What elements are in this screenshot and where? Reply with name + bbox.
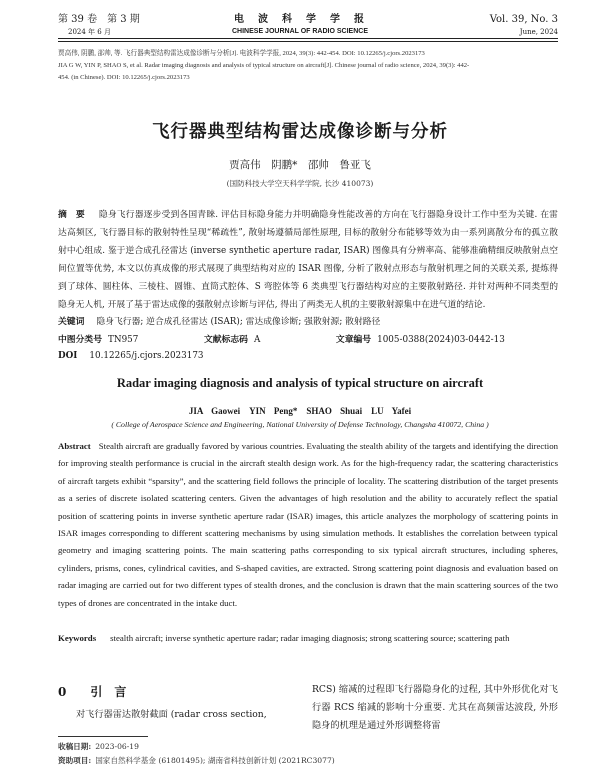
article-number-value: 1005-0388(2024)03-0442-13 xyxy=(377,335,505,345)
section-heading xyxy=(58,683,126,700)
keywords-cn-text: 隐身飞行器; 逆合成孔径雷达 (ISAR); 雷达成像诊断; 强散射源; 散射路径 xyxy=(96,317,381,327)
keywords-en xyxy=(58,630,558,647)
journal-title xyxy=(150,14,450,38)
citation-block xyxy=(58,48,558,84)
classification-line xyxy=(58,332,558,348)
header-volume-cn xyxy=(58,14,140,38)
date-en: June, 2024 xyxy=(519,28,558,36)
journal-title-cn: 电 波 科 学 学 报 xyxy=(234,14,366,25)
received-date xyxy=(58,740,335,754)
keywords-en-text: stealth aircraft; inverse synthetic aperture radar; radar imaging diagnosis; strong scattering source; scattering path xyxy=(110,633,510,643)
volume-issue-en: Vol. 39, No. 3 xyxy=(489,14,558,25)
citation-cn: 贾高伟, 阴鹏, 邵帅, 等. 飞行器典型结构雷达成像诊断与分析[J]. 电波科学学报, 2024, 39(3): 442-454. DOI: 10.12265/j.cjors.2023173 xyxy=(58,50,425,57)
header-rule-thin xyxy=(58,41,558,42)
abstract-cn-text: 隐身飞行器逐步受到各国青睐. 评估目标隐身能力并明确隐身性能改善的方向在飞行器隐身设计工作中至为关键. 在雷达高频区, 飞行器目标的散射特性呈现“稀疏性”, 散射场遵循局部性原理, 目标的散射分布能够等效为由一系列离散分布的孤立散射中心组成. 鉴于逆合成孔径雷达 (inverse synthetic aperture radar, ISAR) 图像具有分辨率高、能够准确精细反映散射点空间位置等优势, 本文以仿真成像的形式展现了典型结构对应的 ISAR 图像, 分析了散射点形态与散射机理之间的关联关系, 提炼得到了球体、圆柱体、三棱柱、圆锥、直筒式腔体、S 弯腔体等 6 类典型飞行器结构对应的主要散射路径. 并针对两种不同类型的隐身无人机, 开展了基于雷达成像的强散射点诊断与评估, 得出了两类无人机的主要散射源集中在进气道的结论. xyxy=(58,210,558,310)
header-volume-en xyxy=(490,14,558,38)
section-title: 引 言 xyxy=(90,685,127,699)
abstract-en-text: Stealth aircraft are gradually favored by various countries. Evaluating the stealth ability of the targets and identifying the direction for improving stealth performance is crucial in the aircraft stealth design work. As for the high-frequency radar, the scattering characteristics of aircraft targets exhibit “sparsity”, and the scattering field follows the principle of locality. The scattering distribution of the target presents as a series of discrete isolated scattering centers. Given the advantages of high resolution and the ability to accurately reflect the spatial position of scattering points in inverse synthetic aperture radar (ISAR) images, this article analyzes the morphology of scattering points in ISAR images corresponding to different scattering mechanisms by using simulation methods. It establishes the correlation between typical geometry and imaging scattering points. The main scattering paths corresponding to six typical aircraft structures, including spheres, cylinders, prisms, cones, cylindrical cavities, and S-shaped cavities, are extracted. Strong scattering point diagnosis and evaluation based on radar imaging are carried out for two different types of stealth drones, and the conclusion is drawn that the main scattering sources of the two types of drones are concentrated in the intake duct. xyxy=(58,441,558,608)
date-cn: 2024 年 6 月 xyxy=(68,28,111,36)
body-column-right: RCS) 缩减的过程即飞行器隐身化的过程, 其中外形优化对飞行器 RCS 缩减的影响十分重要. 尤其在高频雷达波段, 外形隐身的机理是通过外形调整将雷 xyxy=(312,684,558,731)
abstract-en xyxy=(58,438,558,612)
doc-code-value: A xyxy=(253,335,261,345)
authors-cn: 贾高伟 阴鹏* 邵帅 鲁亚飞 xyxy=(229,159,371,171)
footnotes xyxy=(58,740,335,768)
funding xyxy=(58,754,335,768)
abstract-en-label: Abstract xyxy=(58,441,91,451)
clc-label: 中图分类号 xyxy=(58,335,102,345)
funding-value: 国家自然科学基金 (61801495); 湖南省科技创新计划 (2021RC3077) xyxy=(95,756,335,765)
volume-issue-cn: 第 39 卷 第 3 期 xyxy=(58,14,140,25)
doi-value[interactable]: 10.12265/j.cjors.2023173 xyxy=(89,351,204,361)
abstract-cn-label: 摘 要 xyxy=(58,210,85,220)
received-label: 收稿日期: xyxy=(58,742,92,751)
keywords-cn-label: 关键词 xyxy=(58,317,85,327)
header-rule-thick xyxy=(58,38,558,39)
citation-en-line1: JIA G W, YIN P, SHAO S, et al. Radar imaging diagnosis and analysis of typical structure on aircraft[J]. Chinese journal of radio science, 2024, 39(3): 442- xyxy=(58,62,470,69)
paper-title-en: Radar imaging diagnosis and analysis of typical structure on aircraft xyxy=(116,376,484,390)
doi-line xyxy=(58,348,204,364)
received-value: 2023-06-19 xyxy=(95,742,139,751)
affiliation-en: ( College of Aerospace Science and Engineering, National University of Defense Technology, Changsha 410072, China ) xyxy=(111,420,489,429)
keywords-en-label: Keywords xyxy=(58,633,97,643)
abstract-cn xyxy=(58,206,558,314)
doi-label: DOI xyxy=(58,351,78,361)
keywords-cn xyxy=(58,314,558,330)
affiliation-cn: (国防科技大学空天科学学院, 长沙 410073) xyxy=(226,179,374,188)
footnote-rule xyxy=(58,736,148,737)
clc-value: TN957 xyxy=(108,335,139,345)
section-number: 0 xyxy=(58,685,67,699)
article-number-label: 文章编号 xyxy=(335,335,372,345)
authors-en: JIA Gaowei YIN Peng* SHAO Shuai LU Yafei xyxy=(188,406,412,416)
doc-code-label: 文献标志码 xyxy=(203,335,248,345)
paper-title-cn: 飞行器典型结构雷达成像诊断与分析 xyxy=(152,122,448,142)
citation-en-line2: 454. (in Chinese). DOI: 10.12265/j.cjors.2023173 xyxy=(58,74,190,81)
funding-label: 资助项目: xyxy=(58,756,92,765)
body-column-left: 对飞行器雷达散射截面 (radar cross section, xyxy=(76,709,267,720)
journal-title-en: CHINESE JOURNAL OF RADIO SCIENCE xyxy=(232,28,368,35)
